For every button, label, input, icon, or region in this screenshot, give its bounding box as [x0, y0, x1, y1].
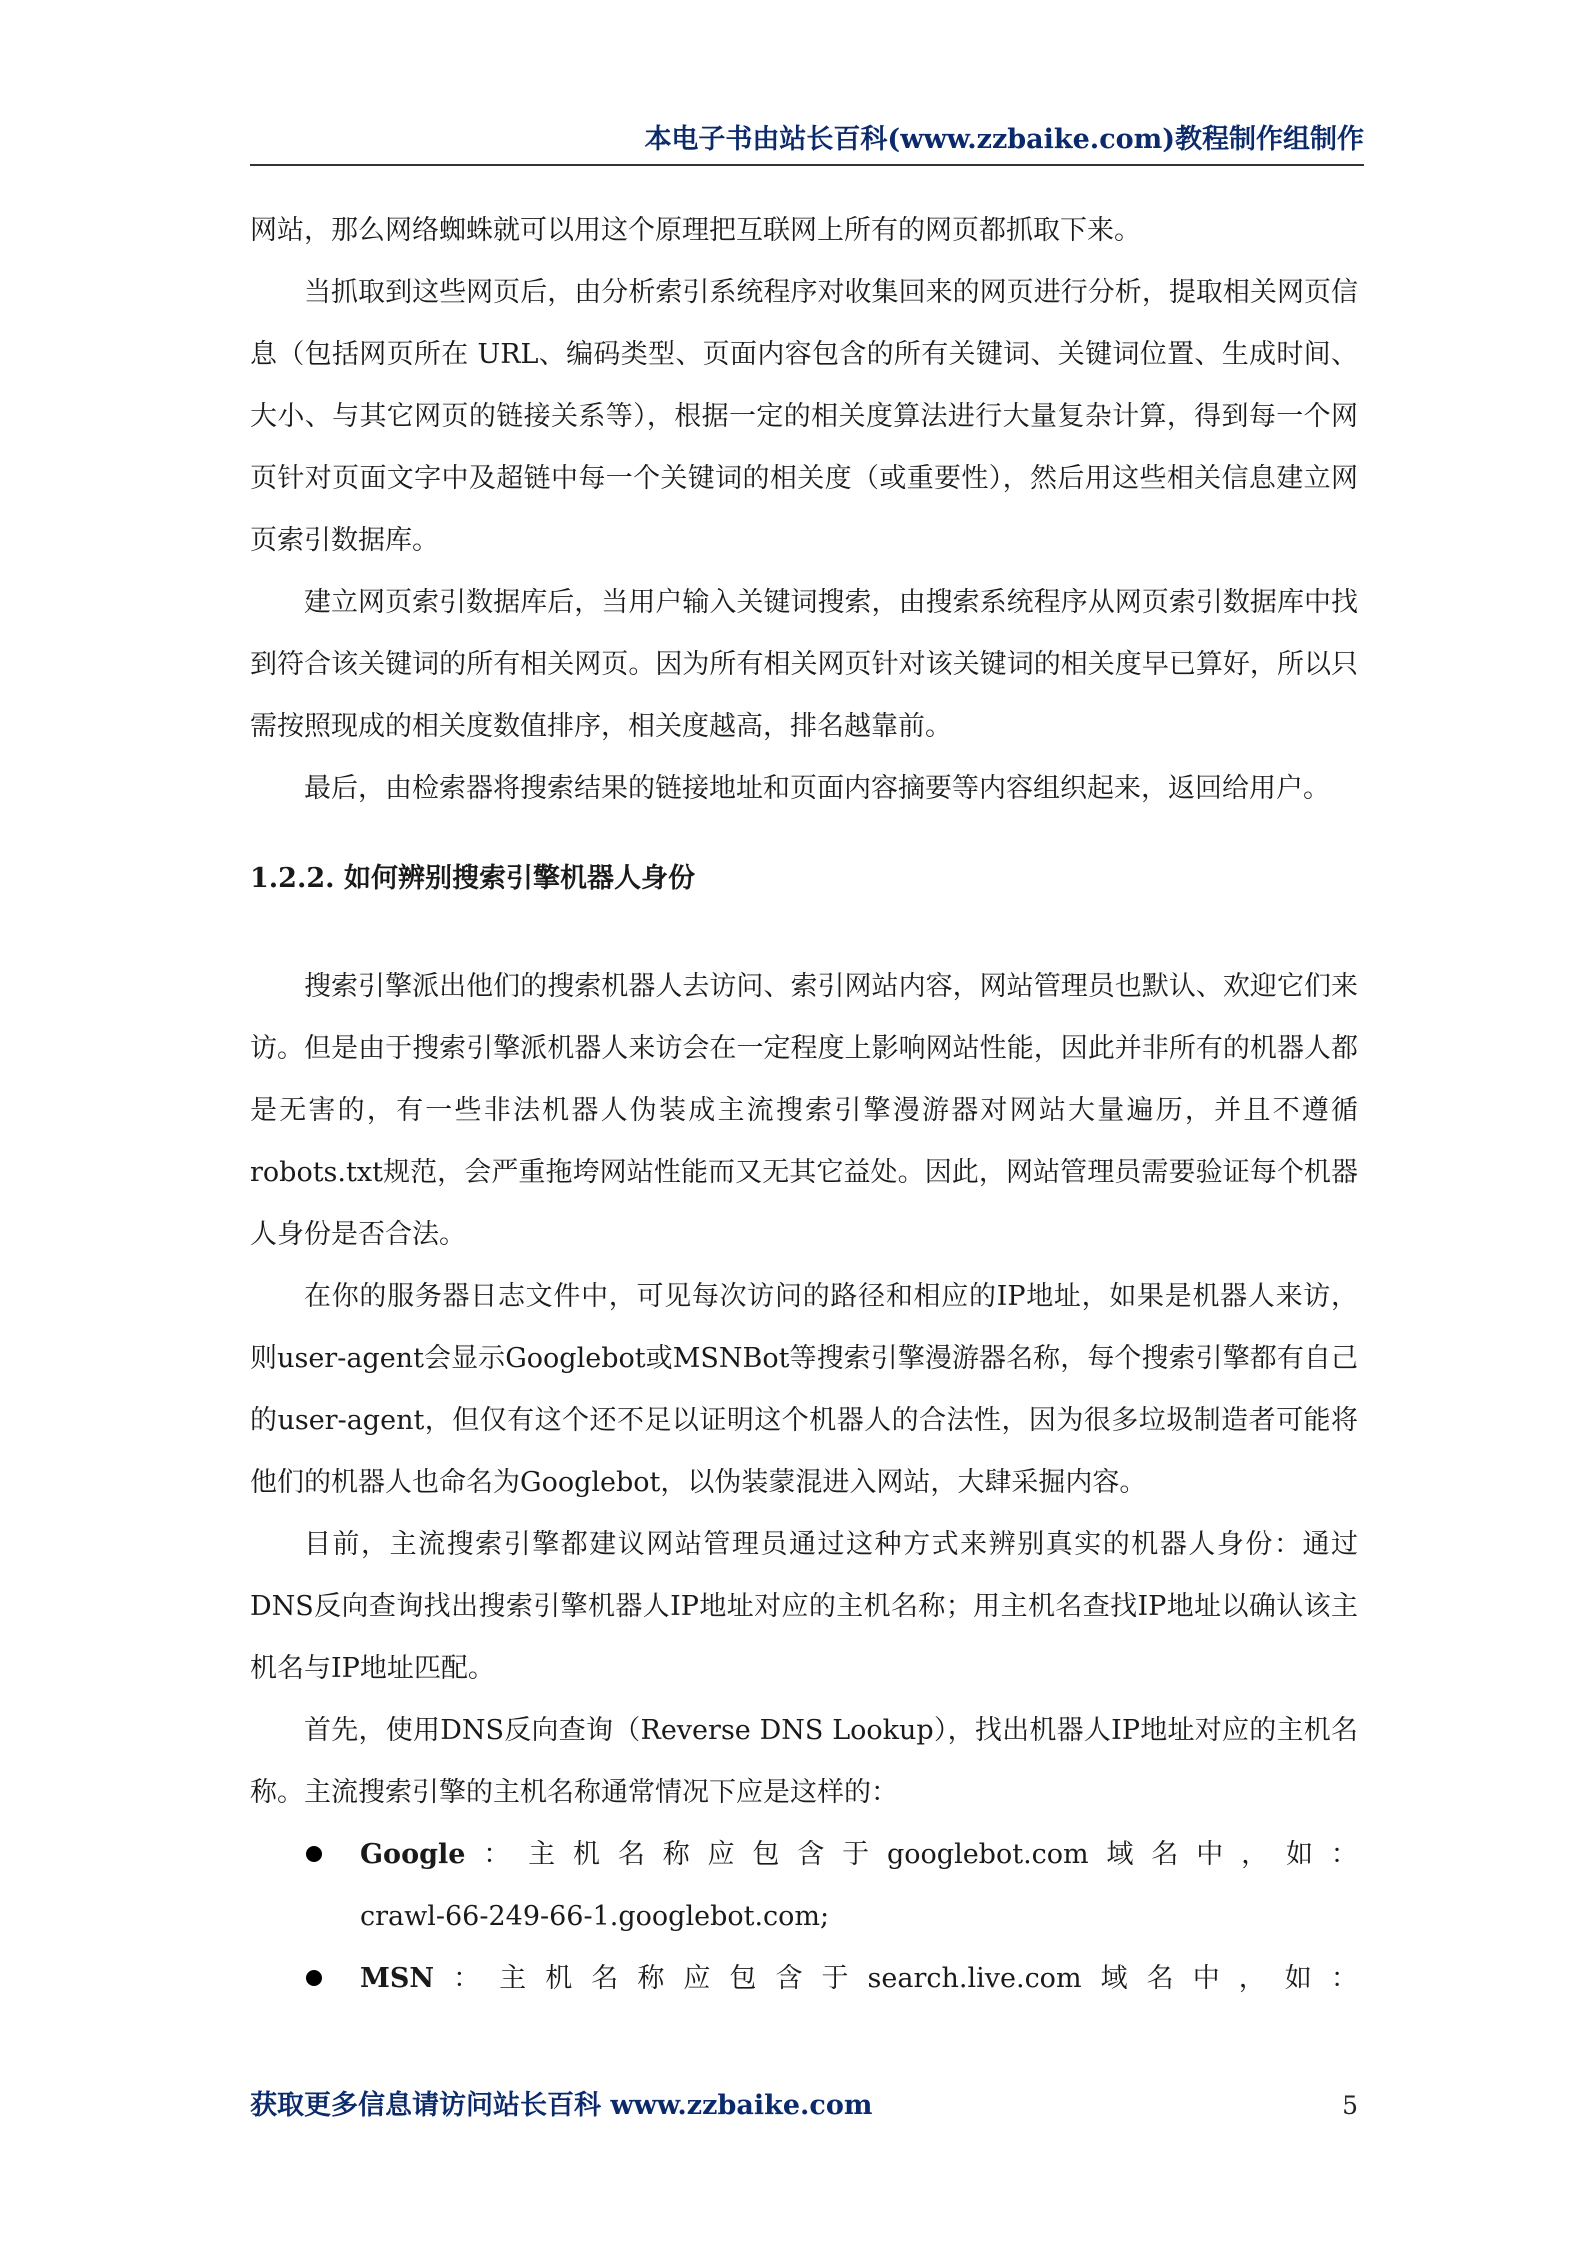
bullet-text-part: 主	[528, 1839, 556, 1870]
bullet-text-part: 名	[591, 1963, 619, 1994]
bullet-text-part: ：	[1330, 1839, 1358, 1870]
bullet-item-google	[250, 1824, 1358, 1948]
bullet-text-part: 包	[729, 1963, 757, 1994]
bullet-text-part: 名	[1151, 1839, 1179, 1870]
header-title: 本电子书由站长百科(www.zzbaike.com)教程制作组制作	[644, 124, 1364, 155]
bullet-text-part: 包	[752, 1839, 780, 1870]
bullet-text-part: 机	[572, 1839, 600, 1870]
bullet-text-part: 于	[842, 1839, 870, 1870]
bullet-icon	[306, 1970, 322, 1986]
paragraph-6: 目前，主流搜索引擎都建议网站管理员通过这种方式来辨别真实的机器人身份：通过DNS反向查询找出搜索引擎机器人IP地址对应的主机名称；用主机名查找IP地址以确认该主机名与IP地址匹配。	[250, 1529, 1358, 1684]
footer-site-link[interactable]: 获取更多信息请访问站长百科 www.zzbaike.com	[250, 2090, 873, 2121]
bullet-text-part: 主	[499, 1963, 527, 1994]
bullet-text-part: search.live.com	[867, 1963, 1082, 1994]
bullet-text-part: ，	[1238, 1963, 1266, 1994]
bullet-text-part: 称	[637, 1963, 665, 1994]
bullet-example-host: crawl-66-249-66-1.googlebot.com;	[360, 1901, 830, 1932]
bullet-text-part: 机	[545, 1963, 573, 1994]
bullet-line	[360, 1824, 1358, 1886]
bullet-engine-name: MSN	[360, 1963, 435, 1994]
bullet-text-part: 域	[1106, 1839, 1134, 1870]
bullet-text-part: ：	[453, 1963, 481, 1994]
paragraph-1: 当抓取到这些网页后，由分析索引系统程序对收集回来的网页进行分析，提取相关网页信息（包括网页所在 URL、编码类型、页面内容包含的所有关键词、关键词位置、生成时间、大小、与其它网页的链接关系等），根据一定的相关度算法进行大量复杂计算，得到每一个网页针对页面文字中及超链中每一个关键词的相关度（或重要性），然后用这些相关信息建立网页索引数据库。	[250, 277, 1358, 556]
bullet-text-part: ：	[1330, 1963, 1358, 1994]
bullet-text-part: 如	[1284, 1963, 1312, 1994]
bullet-text-part: 含	[797, 1839, 825, 1870]
page-number: 5	[1342, 2091, 1358, 2120]
paragraph-2: 建立网页索引数据库后，当用户输入关键词搜索，由搜索系统程序从网页索引数据库中找到符合该关键词的所有相关网页。因为所有相关网页针对该关键词的相关度早已算好，所以只需按照现成的相关度数值排序，相关度越高，排名越靠前。	[250, 587, 1358, 742]
bullet-text-part: ，	[1241, 1839, 1269, 1870]
paragraph-3: 最后，由检索器将搜索结果的链接地址和页面内容摘要等内容组织起来，返回给用户。	[304, 773, 1330, 804]
bullet-text-part: 如	[1285, 1839, 1313, 1870]
page-footer	[250, 2086, 1358, 2126]
page-header	[250, 120, 1364, 166]
document-body	[250, 200, 1358, 2010]
bullet-text-part: 名	[1146, 1963, 1174, 1994]
bullet-text-part: 含	[775, 1963, 803, 1994]
paragraph-4: 搜索引擎派出他们的搜索机器人去访问、索引网站内容，网站管理员也默认、欢迎它们来访。但是由于搜索引擎派机器人来访会在一定程度上影响网站性能，因此并非所有的机器人都是无害的，有一些非法机器人伪装成主流搜索引擎漫游器对网站大量遍历，并且不遵循robots.txt规范，会严重拖垮网站性能而又无其它益处。因此，网站管理员需要验证每个机器人身份是否合法。	[250, 971, 1358, 1250]
bullet-icon	[306, 1846, 322, 1862]
section-heading: 1.2.2. 如何辨别搜索引擎机器人身份	[250, 863, 695, 894]
bullet-text-part: 于	[821, 1963, 849, 1994]
paragraph-7: 首先，使用DNS反向查询（Reverse DNS Lookup），找出机器人IP地址对应的主机名称。主流搜索引擎的主机名称通常情况下应是这样的：	[250, 1715, 1358, 1808]
bullet-text-part: 名	[617, 1839, 645, 1870]
paragraph-5: 在你的服务器日志文件中，可见每次访问的路径和相应的IP地址，如果是机器人来访，则user-agent会显示Googlebot或MSNBot等搜索引擎漫游器名称，每个搜索引擎都有自己的user-agent，但仅有这个还不足以证明这个机器人的合法性，因为很多垃圾制造者可能将他们的机器人也命名为Googlebot，以伪装蒙混进入网站，大肆采掘内容。	[250, 1281, 1358, 1498]
paragraph-0: 网站，那么网络蜘蛛就可以用这个原理把互联网上所有的网页都抓取下来。	[250, 215, 1141, 246]
bullet-text-part: googlebot.com	[886, 1839, 1089, 1870]
bullet-text-part: ：	[483, 1839, 511, 1870]
bullet-item-msn	[250, 1948, 1358, 2010]
bullet-text-part: 称	[662, 1839, 690, 1870]
bullet-text-part: 中	[1196, 1839, 1224, 1870]
bullet-text-part: 应	[683, 1963, 711, 1994]
bullet-text-part: 中	[1192, 1963, 1220, 1994]
bullet-text-part: 域	[1100, 1963, 1128, 1994]
bullet-engine-name: Google	[360, 1839, 466, 1870]
bullet-line	[360, 1948, 1358, 2010]
bullet-text-part: 应	[707, 1839, 735, 1870]
